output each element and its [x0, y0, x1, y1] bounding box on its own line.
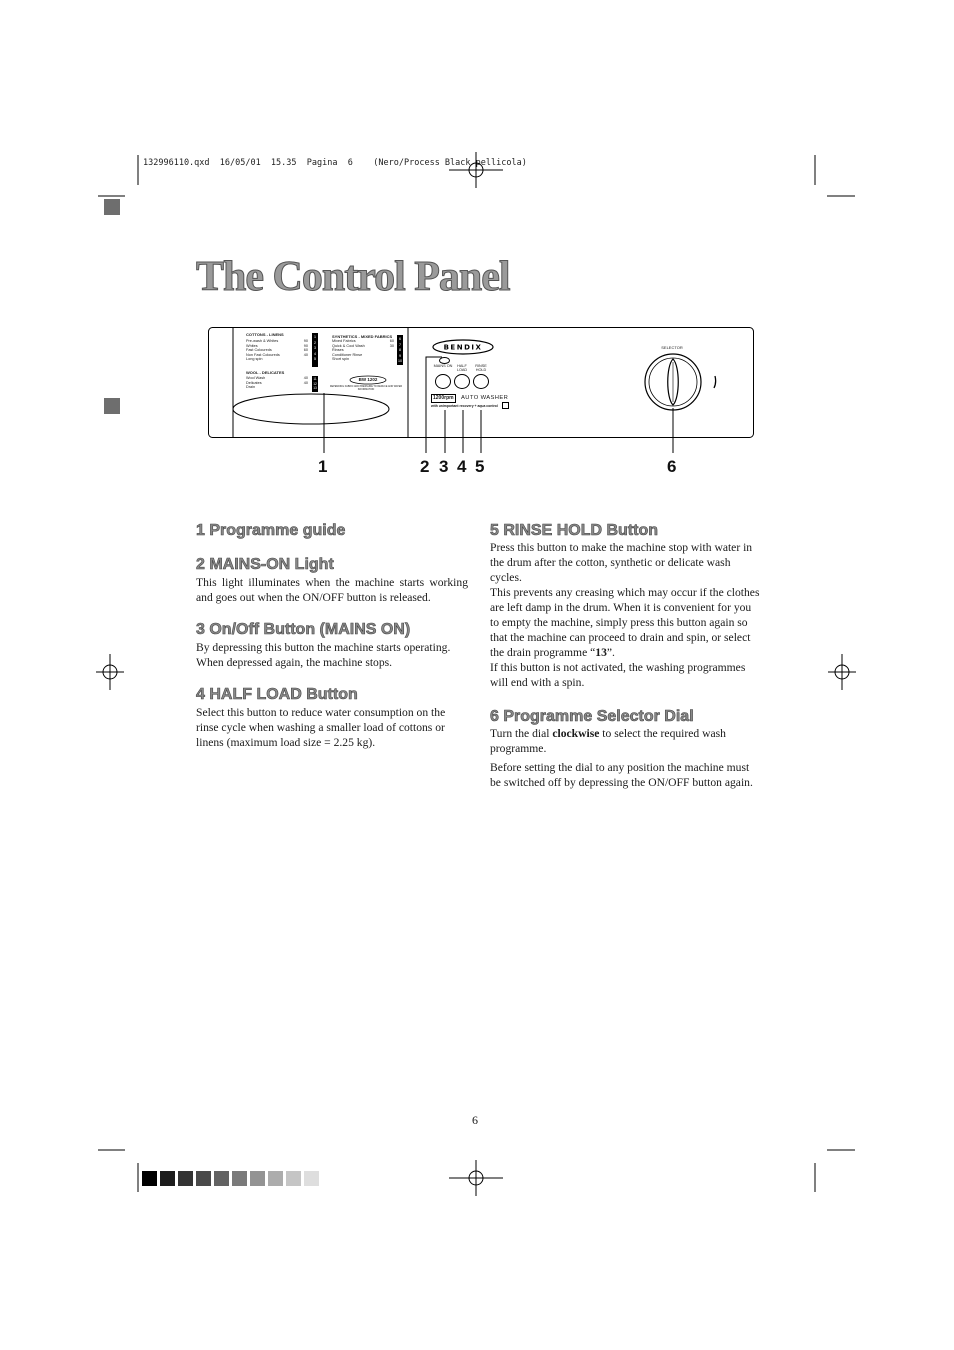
right-column — [490, 522, 762, 790]
section-3-text: By depressing this button the machine starts operating. When depressed again, the machine stops. — [196, 641, 451, 669]
colour-swatch — [286, 1171, 301, 1186]
section-5-text-1: Press this button to make the machine stop with water in the drum after the cotton, synthetic or delicate wash cycles. — [490, 541, 753, 584]
programme-label: Quick & Cool Wash — [332, 343, 365, 348]
programme-label: Drain — [246, 385, 256, 390]
rinse-hold-label: RINSE HOLD — [475, 364, 487, 373]
wool-programme-numbers: 11 12 13 — [313, 377, 317, 390]
colour-swatch — [142, 1171, 157, 1186]
half-load-label: HALF LOAD — [456, 364, 468, 373]
section-2-text: This light illuminates when the machine starts working and goes out when the ON/OFF button is released. — [196, 576, 468, 604]
cottons-programme-numbers: 1 2 3 4 5 — [314, 335, 316, 361]
programme-label: Fast Coloureds — [246, 348, 272, 353]
wool-header: WOOL - DELICATES — [246, 370, 285, 375]
section-6-text-1: Turn the dial clockwise to select the required wash programme. — [490, 727, 726, 755]
programme-temperature: 60 — [303, 348, 308, 353]
programme-label: Mixed Fabrics — [332, 339, 356, 343]
callout-4: 4 — [457, 457, 467, 476]
colour-swatch — [232, 1171, 247, 1186]
cottons-header: COTTONS - LINENS — [246, 332, 284, 337]
colour-swatch — [250, 1171, 265, 1186]
programme-label: Whites — [246, 343, 258, 348]
programme-label: Rinses — [332, 348, 344, 353]
page-title: The Control Panel — [196, 254, 510, 300]
colour-swatch — [214, 1171, 229, 1186]
callout-2: 2 — [420, 457, 430, 476]
colour-swatch — [304, 1171, 319, 1186]
slug-line: 132996110.qxd 16/05/01 15.35 Pagina 6 (Nero/Process Black pellicola) — [143, 158, 527, 168]
section-4-heading: 4 HALF LOAD Button — [196, 686, 358, 703]
model-caption: DEPENDING FABRIC AND PRESSURE TO REDUCE AND WATER INFORMATION — [329, 385, 403, 391]
programme-temperature: 40 — [303, 380, 308, 385]
section-5-text-3: If this button is not activated, the washing programmes will end with a spin. — [490, 661, 746, 689]
section-3-heading: 3 On/Off Button (MAINS ON) — [196, 621, 411, 638]
section-6-text-2: Before setting the dial to any position the machine must be switched off by depressing the ON/OFF button again. — [490, 761, 753, 789]
programme-label: Non Fast Coloureds — [246, 352, 280, 357]
programme-temperature: 90 — [303, 343, 308, 348]
section-6-heading: 6 Programme Selector Dial — [490, 708, 694, 725]
section-5-heading: 5 RINSE HOLD Button — [490, 522, 658, 539]
auto-washer-label: AUTO WASHER — [461, 395, 509, 401]
programme-label: Pre-wash & Whites — [246, 339, 279, 343]
callout-3: 3 — [439, 457, 449, 476]
mains-on-label: MAINS ON — [433, 364, 453, 368]
programme-label: Long spin — [246, 357, 263, 362]
callout-6: 6 — [667, 457, 677, 476]
section-4-text: Select this button to reduce water consumption on the rinse cycle when washing a smaller load of cottons or linens (maximum load size = 2.25 kg). — [196, 706, 446, 749]
left-column — [196, 522, 468, 750]
section-2-heading: 2 MAINS-ON Light — [196, 556, 334, 573]
programme-label: Short spin — [332, 357, 350, 362]
programme-label: Delicates — [246, 380, 262, 385]
colour-swatch — [178, 1171, 193, 1186]
colour-swatch — [196, 1171, 211, 1186]
rpm-badge: 1200rpm — [433, 395, 454, 401]
svg-text:BENDIX: BENDIX — [443, 343, 483, 352]
page-number: 6 — [472, 1113, 478, 1127]
colour-swatch — [268, 1171, 283, 1186]
callout-5: 5 — [475, 457, 485, 476]
programme-label: Wool Wash — [246, 376, 266, 380]
programme-temperature: 40 — [303, 376, 308, 380]
model-number: BW 1202 — [358, 377, 378, 382]
selector-label: SELECTOR — [661, 345, 683, 350]
programme-temperature: 90 — [303, 339, 308, 343]
section-1-heading: 1 Programme guide — [196, 522, 346, 539]
synthetics-header: SYNTHETICS - MIXED FABRICS — [332, 334, 393, 339]
tagline: with unimportant recovery + aqua control — [431, 404, 498, 408]
programme-temperature: 30 — [389, 343, 394, 348]
programme-temperature: 60 — [389, 339, 394, 343]
synthetics-programme-numbers: 6 7 8 9 10 — [398, 337, 402, 363]
programme-temperature: 40 — [303, 352, 308, 357]
colour-swatch — [160, 1171, 175, 1186]
programme-label: Conditioner Rinse — [332, 352, 363, 357]
callout-1: 1 — [318, 457, 328, 476]
section-5-text-2: This prevents any creasing which may occur if the clothes are left damp in the drum. When it is convenient for you to empty the machine, simply press this button again so that the machine can proceed to drain and spin, or select the drain programme “13”. — [490, 586, 760, 659]
